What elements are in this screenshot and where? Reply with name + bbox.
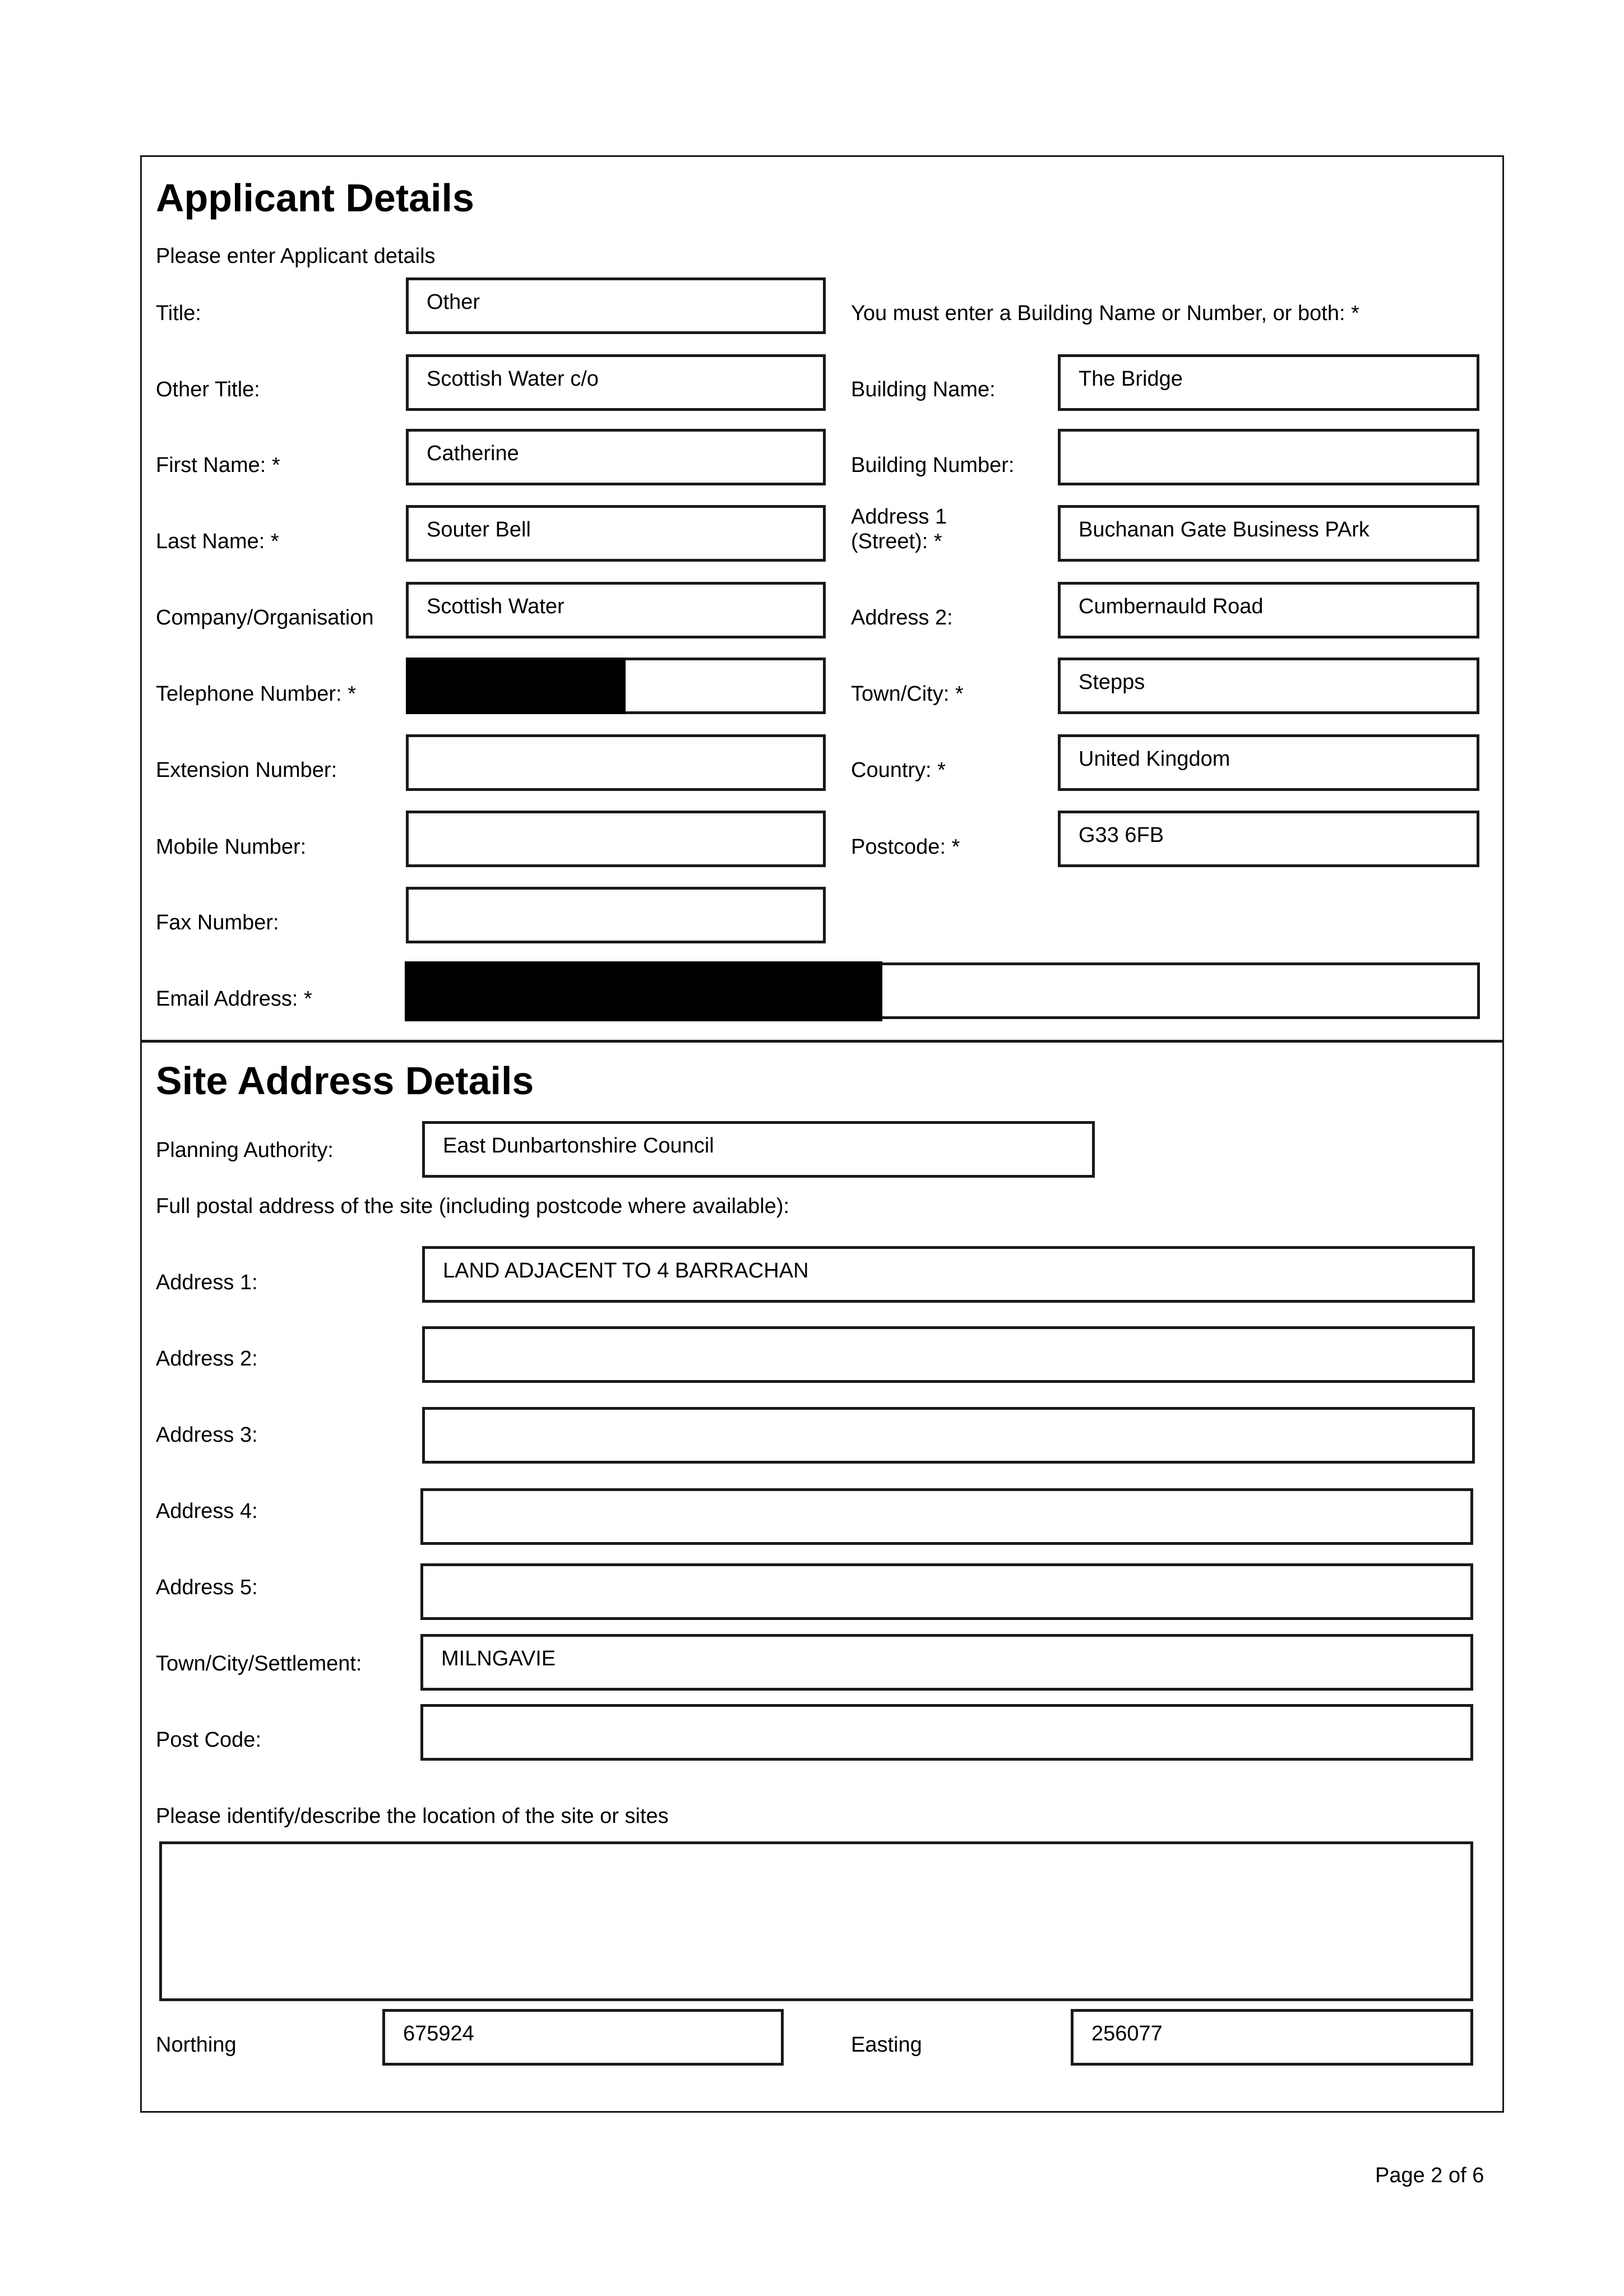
first-name-field[interactable]: Catherine <box>406 429 826 485</box>
site-address5-label: Address 5: <box>156 1576 258 1599</box>
company-field[interactable]: Scottish Water <box>406 582 826 638</box>
site-address1-label: Address 1: <box>156 1271 258 1294</box>
building-name-field[interactable]: The Bridge <box>1058 354 1479 411</box>
planning-authority-field[interactable]: East Dunbartonshire Council <box>422 1121 1095 1178</box>
street-address-field[interactable]: Buchanan Gate Business PArk <box>1058 505 1479 562</box>
easting-label: Easting <box>851 2033 922 2057</box>
site-town-label: Town/City/Settlement: <box>156 1652 362 1675</box>
email-redaction <box>405 961 882 1021</box>
northing-field[interactable]: 675924 <box>382 2009 784 2066</box>
country-field[interactable]: United Kingdom <box>1058 734 1479 791</box>
building-note: You must enter a Building Name or Number, or both: * <box>851 302 1359 325</box>
mobile-label: Mobile Number: <box>156 835 307 859</box>
last-name-field[interactable]: Souter Bell <box>406 505 826 562</box>
town-label: Town/City: * <box>851 682 964 706</box>
site-postcode-field[interactable] <box>420 1704 1473 1761</box>
fax-field[interactable] <box>406 887 826 943</box>
other-title-field[interactable]: Scottish Water c/o <box>406 354 826 411</box>
planning-authority-label: Planning Authority: <box>156 1138 334 1162</box>
page-number: Page 2 of 6 <box>1375 2164 1484 2187</box>
postcode-field[interactable]: G33 6FB <box>1058 811 1479 867</box>
telephone-redaction <box>406 658 626 714</box>
town-field[interactable]: Stepps <box>1058 658 1479 714</box>
email-label: Email Address: * <box>156 987 312 1011</box>
fax-label: Fax Number: <box>156 911 279 934</box>
site-address5-field[interactable] <box>420 1563 1473 1620</box>
site-address4-field[interactable] <box>420 1488 1473 1545</box>
location-textarea[interactable] <box>159 1841 1473 2001</box>
site-heading: Site Address Details <box>156 1059 534 1103</box>
northing-label: Northing <box>156 2033 237 2057</box>
site-address4-label: Address 4: <box>156 1499 258 1523</box>
address2-label: Address 2: <box>851 606 953 629</box>
applicant-intro: Please enter Applicant details <box>156 244 436 268</box>
site-address2-field[interactable] <box>422 1326 1475 1383</box>
address1-label-line1: Address 1 <box>851 505 947 529</box>
building-number-field[interactable] <box>1058 429 1479 485</box>
easting-field[interactable]: 256077 <box>1071 2009 1473 2066</box>
site-address2-label: Address 2: <box>156 1347 258 1371</box>
site-address1-field[interactable]: LAND ADJACENT TO 4 BARRACHAN <box>422 1246 1475 1303</box>
applicant-heading: Applicant Details <box>156 176 474 220</box>
site-address3-label: Address 3: <box>156 1423 258 1447</box>
telephone-label: Telephone Number: * <box>156 682 356 706</box>
location-label: Please identify/describe the location of the site or sites <box>156 1804 669 1828</box>
postal-intro: Full postal address of the site (including postcode where available): <box>156 1195 790 1218</box>
first-name-label: First Name: * <box>156 453 280 477</box>
title-field[interactable]: Other <box>406 277 826 334</box>
extension-label: Extension Number: <box>156 758 337 782</box>
postcode-label: Postcode: * <box>851 835 960 859</box>
section-divider <box>140 1040 1504 1043</box>
site-address3-field[interactable] <box>422 1407 1475 1464</box>
last-name-label: Last Name: * <box>156 530 279 553</box>
site-town-field[interactable]: MILNGAVIE <box>420 1634 1473 1691</box>
building-number-label: Building Number: <box>851 453 1015 477</box>
title-label: Title: <box>156 302 201 325</box>
other-title-label: Other Title: <box>156 378 260 401</box>
company-label: Company/Organisation <box>156 606 374 629</box>
country-label: Country: * <box>851 758 946 782</box>
mobile-field[interactable] <box>406 811 826 867</box>
address2-field[interactable]: Cumbernauld Road <box>1058 582 1479 638</box>
address1-label-line2: (Street): * <box>851 530 942 553</box>
building-name-label: Building Name: <box>851 378 996 401</box>
site-postcode-label: Post Code: <box>156 1728 261 1752</box>
extension-field[interactable] <box>406 734 826 791</box>
